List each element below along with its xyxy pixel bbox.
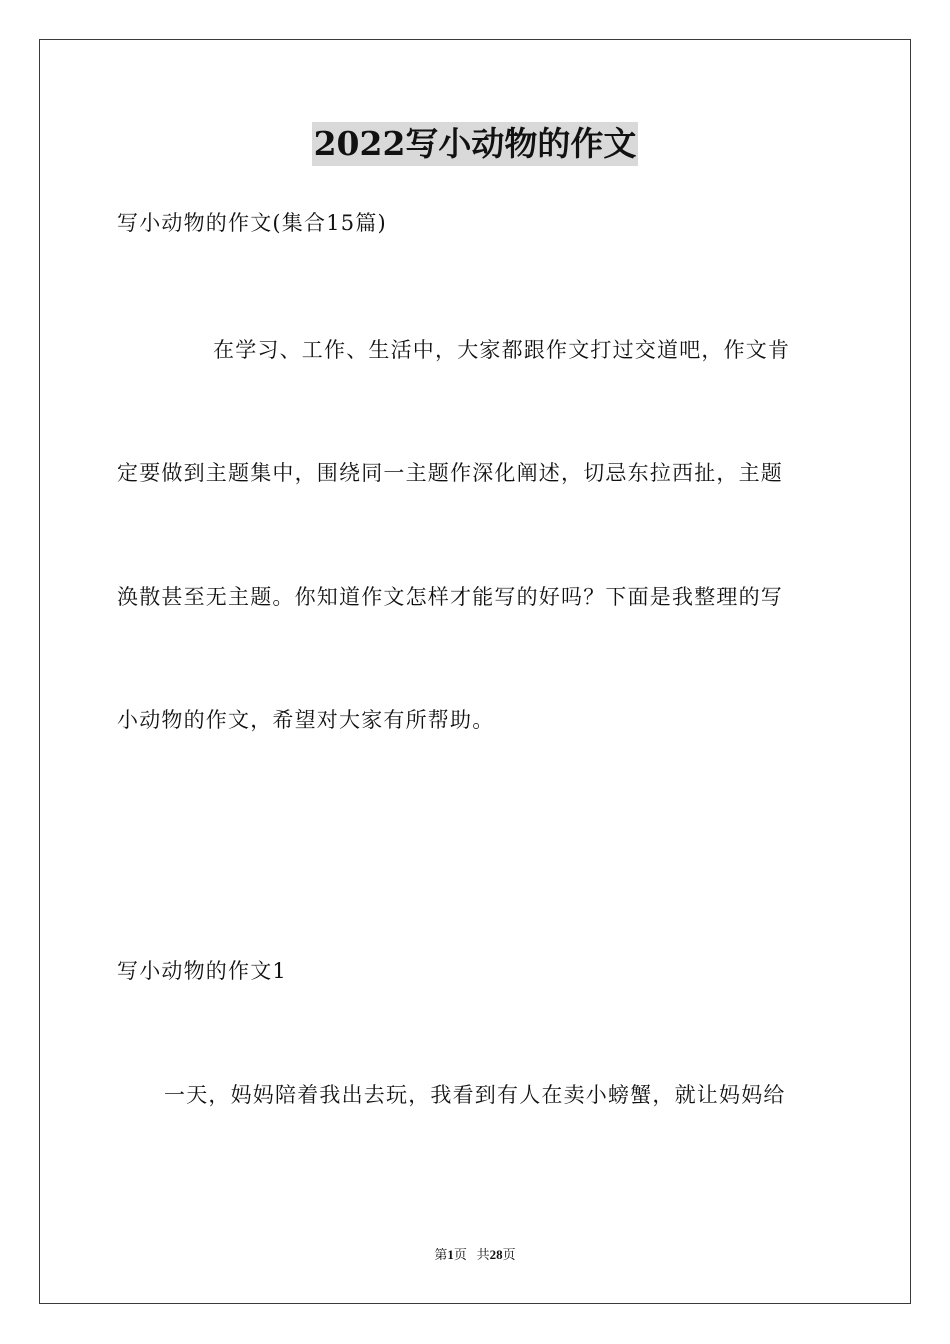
intro-paragraph-line-4: 小动物的作文，希望对大家有所帮助。 (117, 708, 495, 732)
footer-total-prefix: 共 (476, 1247, 490, 1262)
footer-page-suffix: 页 (453, 1247, 467, 1262)
footer-page-number: 1 (447, 1247, 454, 1262)
section-heading: 写小动物的作文1 (117, 959, 287, 983)
intro-paragraph-line-2: 定要做到主题集中，围绕同一主题作深化阐述，切忌东拉西扯，主题 (117, 461, 783, 485)
document-subtitle: 写小动物的作文(集合15篇) (117, 211, 387, 235)
footer-total-suffix: 页 (502, 1247, 516, 1262)
section-paragraph-line-1: 一天，妈妈陪着我出去玩，我看到有人在卖小螃蟹，就让妈妈给 (164, 1083, 786, 1107)
title-container (0, 122, 950, 166)
page-footer (0, 1246, 950, 1264)
document-title: 2022写小动物的作文 (312, 122, 639, 166)
intro-paragraph-line-1: 在学习、工作、生活中，大家都跟作文打过交道吧，作文肯 (213, 338, 791, 362)
footer-page-prefix: 第 (434, 1247, 448, 1262)
intro-paragraph-line-3: 涣散甚至无主题。你知道作文怎样才能写的好吗？下面是我整理的写 (117, 585, 783, 609)
footer-total-pages: 28 (489, 1247, 503, 1262)
